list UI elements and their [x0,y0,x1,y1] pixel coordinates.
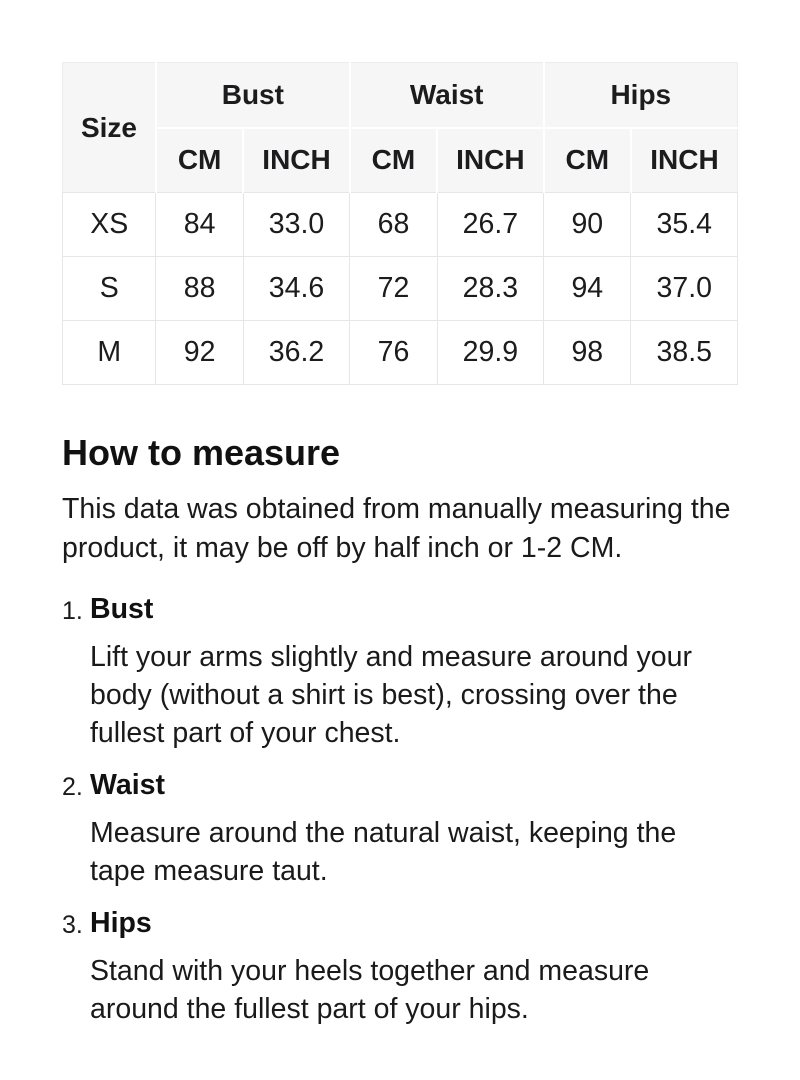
hips-cm-value: 98 [544,321,631,385]
step-title: Hips [90,907,152,939]
hips-inch-value: 37.0 [631,257,738,321]
waist-inch-header: INCH [437,128,543,193]
bust-inch-value: 33.0 [243,193,349,257]
table-row-m [63,321,738,385]
hips-cm-value: 94 [544,257,631,321]
step-description: Measure around the natural waist, keeping the tape measure taut. [90,817,677,887]
step-hips [62,906,738,1028]
bust-cm-value: 88 [156,257,243,321]
step-number: 1. [62,597,83,625]
step-title: Waist [90,769,165,801]
table-row-s [63,257,738,321]
how-to-measure-title: How to measure [62,432,341,473]
bust-inch-value: 34.6 [243,257,349,321]
waist-cm-header: CM [350,128,437,193]
step-waist [62,768,738,890]
step-description: Lift your arms slightly and measure around your body (without a shirt is best), crossing over the fullest part of your chest. [90,641,692,749]
waist-cm-value: 68 [350,193,437,257]
step-number: 3. [62,911,83,939]
size-column-header: Size [63,63,156,193]
step-title: Bust [90,593,154,625]
step-body [90,906,738,1028]
measure-steps-list [62,592,738,1028]
table-row-xs [63,193,738,257]
step-body [90,768,738,890]
size-chart-header [63,63,738,193]
waist-group-header: Waist [350,63,544,128]
size-label: S [63,257,156,321]
waist-cm-value: 76 [350,321,437,385]
hips-cm-header: CM [544,128,631,193]
bust-cm-header: CM [156,128,243,193]
step-bust [62,592,738,752]
size-label: XS [63,193,156,257]
waist-inch-value: 28.3 [437,257,543,321]
bust-inch-value: 36.2 [243,321,349,385]
step-description: Stand with your heels together and measure around the fullest part of your hips. [90,955,650,1025]
waist-inch-value: 26.7 [437,193,543,257]
hips-cm-value: 90 [544,193,631,257]
hips-inch-header: INCH [631,128,738,193]
bust-cm-value: 84 [156,193,243,257]
step-body [90,592,738,752]
size-chart-table [62,62,738,385]
waist-inch-value: 29.9 [437,321,543,385]
measure-intro-text: This data was obtained from manually measuring the product, it may be off by half inch or 1-2 CM. [62,493,731,564]
step-number: 2. [62,773,83,801]
bust-group-header: Bust [156,63,350,128]
hips-inch-value: 35.4 [631,193,738,257]
hips-group-header: Hips [544,63,738,128]
hips-inch-value: 38.5 [631,321,738,385]
size-label: M [63,321,156,385]
waist-cm-value: 72 [350,257,437,321]
bust-inch-header: INCH [243,128,349,193]
bust-cm-value: 92 [156,321,243,385]
